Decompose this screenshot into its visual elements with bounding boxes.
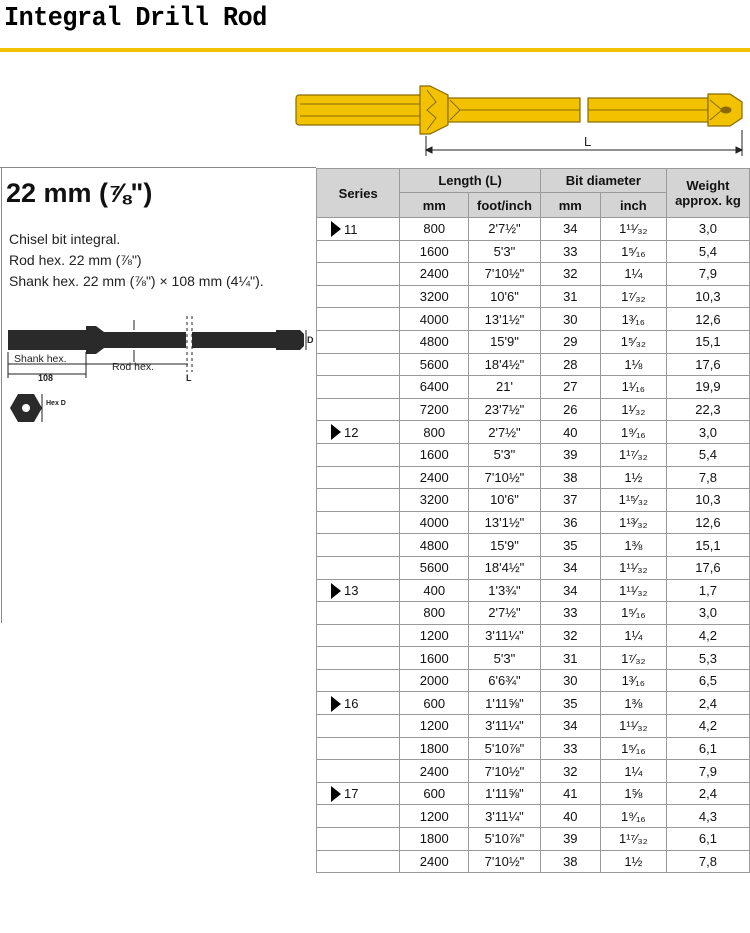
weight-cell: 6,5	[666, 669, 749, 692]
bit-inch-cell: 1¼	[600, 624, 666, 647]
table-row	[317, 556, 750, 579]
series-cell	[317, 534, 400, 557]
table-row	[317, 489, 750, 512]
length-ft-cell: 1'11⅝"	[469, 692, 541, 715]
bit-mm-cell: 32	[540, 760, 600, 783]
series-cell	[317, 466, 400, 489]
series-marker-icon	[331, 786, 341, 802]
length-mm-cell: 800	[400, 602, 469, 625]
weight-cell: 4,3	[666, 805, 749, 828]
length-ft-cell: 3'11¼"	[469, 805, 541, 828]
series-cell	[317, 421, 400, 444]
series-cell	[317, 376, 400, 399]
length-ft-cell: 5'3"	[469, 443, 541, 466]
bit-inch-cell: 1¹¹⁄₃₂	[600, 715, 666, 738]
header-foot-inch: foot/inch	[469, 193, 541, 218]
weight-cell: 7,9	[666, 760, 749, 783]
length-ft-cell: 1'11⅝"	[469, 782, 541, 805]
header-series: Series	[317, 169, 400, 218]
table-row	[317, 534, 750, 557]
bit-inch-cell: 1⁵⁄₁₆	[600, 240, 666, 263]
weight-cell: 7,8	[666, 466, 749, 489]
bit-inch-cell: 1⅜	[600, 534, 666, 557]
length-label: L	[186, 373, 192, 383]
weight-cell: 12,6	[666, 511, 749, 534]
bit-mm-cell: 34	[540, 556, 600, 579]
bit-inch-cell: 1¹⁄₃₂	[600, 398, 666, 421]
bit-mm-cell: 27	[540, 376, 600, 399]
table-row	[317, 828, 750, 851]
length-ft-cell: 13'1½"	[469, 308, 541, 331]
length-mm-cell: 4800	[400, 330, 469, 353]
weight-cell: 15,1	[666, 534, 749, 557]
table-row	[317, 579, 750, 602]
series-cell	[317, 218, 400, 241]
length-mm-cell: 5600	[400, 556, 469, 579]
series-marker-icon	[331, 221, 341, 237]
length-mm-cell: 800	[400, 218, 469, 241]
weight-cell: 22,3	[666, 398, 749, 421]
bit-inch-cell: 1⁹⁄₁₆	[600, 805, 666, 828]
hex-label: Hex D	[46, 400, 66, 407]
series-cell	[317, 556, 400, 579]
bit-mm-cell: 34	[540, 715, 600, 738]
bit-inch-cell: 1¹¹⁄₃₂	[600, 556, 666, 579]
bit-mm-cell: 32	[540, 263, 600, 286]
bit-inch-cell: 1⅜	[600, 692, 666, 715]
header-weight-title: Weight	[686, 178, 730, 193]
weight-cell: 17,6	[666, 353, 749, 376]
header-bit-diameter: Bit diameter	[540, 169, 666, 193]
length-ft-cell: 7'10½"	[469, 760, 541, 783]
table-row	[317, 669, 750, 692]
series-cell	[317, 285, 400, 308]
bit-mm-cell: 31	[540, 285, 600, 308]
bit-mm-cell: 34	[540, 579, 600, 602]
table-row	[317, 330, 750, 353]
weight-cell: 5,4	[666, 240, 749, 263]
weight-cell: 19,9	[666, 376, 749, 399]
table-row	[317, 715, 750, 738]
table-row	[317, 376, 750, 399]
bit-inch-cell: 1⁵⁄₁₆	[600, 737, 666, 760]
table-row	[317, 263, 750, 286]
length-mm-cell: 800	[400, 421, 469, 444]
bit-inch-cell: 1⁵⁄₃₂	[600, 330, 666, 353]
length-ft-cell: 2'7½"	[469, 218, 541, 241]
header-weight	[666, 169, 749, 218]
length-mm-cell: 4800	[400, 534, 469, 557]
bit-mm-cell: 33	[540, 602, 600, 625]
series-cell	[317, 805, 400, 828]
length-ft-cell: 23'7½"	[469, 398, 541, 421]
table-row	[317, 805, 750, 828]
weight-cell: 4,2	[666, 624, 749, 647]
series-label: 12	[344, 424, 359, 440]
table-row	[317, 308, 750, 331]
length-mm-cell: 2400	[400, 760, 469, 783]
bit-mm-cell: 36	[540, 511, 600, 534]
length-ft-cell: 10'6"	[469, 285, 541, 308]
length-mm-cell: 4000	[400, 308, 469, 331]
bit-inch-cell: 1¹⁷⁄₃₂	[600, 443, 666, 466]
series-cell	[317, 240, 400, 263]
length-ft-cell: 18'4½"	[469, 556, 541, 579]
diameter-label: D	[307, 335, 314, 345]
length-mm-cell: 2000	[400, 669, 469, 692]
shank-label: Shank hex.	[14, 353, 67, 365]
length-mm-cell: 3200	[400, 489, 469, 512]
title-underline	[0, 48, 750, 52]
table-row	[317, 353, 750, 376]
length-ft-cell: 5'10⅞"	[469, 828, 541, 851]
table-row	[317, 218, 750, 241]
series-cell	[317, 443, 400, 466]
bit-inch-cell: 1¹⁷⁄₃₂	[600, 828, 666, 851]
rod-length-label: L	[584, 134, 592, 149]
length-ft-cell: 13'1½"	[469, 511, 541, 534]
weight-cell: 2,4	[666, 782, 749, 805]
length-ft-cell: 10'6"	[469, 489, 541, 512]
table-row	[317, 760, 750, 783]
series-marker-icon	[331, 583, 341, 599]
weight-cell: 3,0	[666, 602, 749, 625]
length-ft-cell: 6'6¾"	[469, 669, 541, 692]
length-mm-cell: 1600	[400, 443, 469, 466]
bit-mm-cell: 29	[540, 330, 600, 353]
bit-mm-cell: 34	[540, 218, 600, 241]
series-cell	[317, 330, 400, 353]
left-panel-top-rule	[0, 167, 316, 168]
table-row	[317, 398, 750, 421]
bit-mm-cell: 28	[540, 353, 600, 376]
weight-cell: 4,2	[666, 715, 749, 738]
bit-mm-cell: 33	[540, 240, 600, 263]
length-ft-cell: 5'10⅞"	[469, 737, 541, 760]
length-mm-cell: 1800	[400, 737, 469, 760]
spec-line: Chisel bit integral.	[9, 231, 121, 247]
length-ft-cell: 5'3"	[469, 240, 541, 263]
series-label: 16	[344, 696, 359, 712]
length-ft-cell: 5'3"	[469, 647, 541, 670]
series-cell	[317, 263, 400, 286]
bit-inch-cell: 1⅛	[600, 353, 666, 376]
shank-length: 108	[38, 373, 54, 383]
weight-cell: 6,1	[666, 828, 749, 851]
drill-rod-table	[316, 168, 750, 873]
series-cell	[317, 579, 400, 602]
length-mm-cell: 400	[400, 579, 469, 602]
bit-inch-cell: 1⁹⁄₁₆	[600, 421, 666, 444]
length-mm-cell: 1200	[400, 715, 469, 738]
series-label: 17	[344, 786, 359, 802]
bit-inch-cell: 1¼	[600, 263, 666, 286]
bit-inch-cell: 1½	[600, 850, 666, 873]
table-row	[317, 737, 750, 760]
table-row	[317, 443, 750, 466]
series-cell	[317, 692, 400, 715]
series-cell	[317, 828, 400, 851]
series-marker-icon	[331, 696, 341, 712]
bit-inch-cell: 1⁷⁄₃₂	[600, 285, 666, 308]
series-cell	[317, 850, 400, 873]
bit-mm-cell: 38	[540, 850, 600, 873]
bit-mm-cell: 39	[540, 443, 600, 466]
table-row	[317, 240, 750, 263]
weight-cell: 1,7	[666, 579, 749, 602]
bit-mm-cell: 41	[540, 782, 600, 805]
length-ft-cell: 7'10½"	[469, 466, 541, 489]
length-ft-cell: 15'9"	[469, 534, 541, 557]
length-ft-cell: 1'3¾"	[469, 579, 541, 602]
weight-cell: 17,6	[666, 556, 749, 579]
length-mm-cell: 2400	[400, 850, 469, 873]
bit-mm-cell: 37	[540, 489, 600, 512]
weight-cell: 5,3	[666, 647, 749, 670]
bit-inch-cell: 1¹¹⁄₃₂	[600, 579, 666, 602]
bit-inch-cell: 1¹⁵⁄₃₂	[600, 489, 666, 512]
series-cell	[317, 602, 400, 625]
length-ft-cell: 2'7½"	[469, 602, 541, 625]
series-cell	[317, 511, 400, 534]
header-bit-mm: mm	[540, 193, 600, 218]
length-mm-cell: 5600	[400, 353, 469, 376]
length-ft-cell: 18'4½"	[469, 353, 541, 376]
table-row	[317, 421, 750, 444]
header-bit-inch: inch	[600, 193, 666, 218]
length-mm-cell: 1800	[400, 828, 469, 851]
bit-mm-cell: 32	[540, 624, 600, 647]
bit-mm-cell: 35	[540, 534, 600, 557]
length-mm-cell: 1600	[400, 240, 469, 263]
table-row	[317, 692, 750, 715]
rod-dimension-diagram	[4, 312, 314, 384]
spec-line: Shank hex. 22 mm (⅞") × 108 mm (4¼").	[9, 273, 264, 289]
bit-inch-cell: 1¼	[600, 760, 666, 783]
table-row	[317, 466, 750, 489]
bit-mm-cell: 30	[540, 308, 600, 331]
bit-mm-cell: 26	[540, 398, 600, 421]
table-row	[317, 602, 750, 625]
table-row	[317, 285, 750, 308]
weight-cell: 3,0	[666, 421, 749, 444]
spec-heading: 22 mm (⅞")	[6, 178, 153, 208]
bit-inch-cell: 1¹¹⁄₃₂	[600, 218, 666, 241]
table-row	[317, 647, 750, 670]
series-cell	[317, 308, 400, 331]
bit-inch-cell: 1³⁄₁₆	[600, 308, 666, 331]
header-weight-sub: approx. kg	[675, 193, 741, 208]
rod-label: Rod hex.	[112, 361, 155, 373]
length-ft-cell: 7'10½"	[469, 850, 541, 873]
weight-cell: 12,6	[666, 308, 749, 331]
bit-inch-cell: 1¹⁄₁₆	[600, 376, 666, 399]
length-mm-cell: 1200	[400, 624, 469, 647]
series-cell	[317, 669, 400, 692]
bit-mm-cell: 33	[540, 737, 600, 760]
length-ft-cell: 2'7½"	[469, 421, 541, 444]
spec-description	[9, 229, 264, 292]
weight-cell: 10,3	[666, 489, 749, 512]
length-ft-cell: 3'11¼"	[469, 624, 541, 647]
series-cell	[317, 782, 400, 805]
series-cell	[317, 489, 400, 512]
length-ft-cell: 21'	[469, 376, 541, 399]
series-cell	[317, 398, 400, 421]
bit-mm-cell: 39	[540, 828, 600, 851]
weight-cell: 10,3	[666, 285, 749, 308]
length-mm-cell: 6400	[400, 376, 469, 399]
bit-inch-cell: 1½	[600, 466, 666, 489]
length-mm-cell: 1600	[400, 647, 469, 670]
weight-cell: 3,0	[666, 218, 749, 241]
spec-line: Rod hex. 22 mm (⅞")	[9, 252, 142, 268]
weight-cell: 6,1	[666, 737, 749, 760]
length-mm-cell: 2400	[400, 263, 469, 286]
length-ft-cell: 7'10½"	[469, 263, 541, 286]
table-body	[317, 218, 750, 873]
hex-section-icon	[4, 388, 84, 428]
bit-mm-cell: 31	[540, 647, 600, 670]
bit-inch-cell: 1⅝	[600, 782, 666, 805]
series-cell	[317, 624, 400, 647]
series-cell	[317, 353, 400, 376]
length-mm-cell: 3200	[400, 285, 469, 308]
length-ft-cell: 3'11¼"	[469, 715, 541, 738]
series-cell	[317, 715, 400, 738]
bit-inch-cell: 1⁵⁄₁₆	[600, 602, 666, 625]
drill-rod-illustration	[290, 80, 750, 162]
bit-mm-cell: 40	[540, 805, 600, 828]
bit-inch-cell: 1⁷⁄₃₂	[600, 647, 666, 670]
length-mm-cell: 600	[400, 782, 469, 805]
series-label: 11	[344, 221, 358, 237]
table-row	[317, 850, 750, 873]
length-mm-cell: 1200	[400, 805, 469, 828]
weight-cell: 5,4	[666, 443, 749, 466]
series-marker-icon	[331, 424, 341, 440]
bit-inch-cell: 1¹³⁄₃₂	[600, 511, 666, 534]
weight-cell: 7,8	[666, 850, 749, 873]
table-row	[317, 511, 750, 534]
bit-mm-cell: 35	[540, 692, 600, 715]
length-mm-cell: 4000	[400, 511, 469, 534]
weight-cell: 7,9	[666, 263, 749, 286]
left-panel-border	[1, 168, 2, 623]
series-cell	[317, 647, 400, 670]
length-mm-cell: 7200	[400, 398, 469, 421]
series-cell	[317, 737, 400, 760]
length-mm-cell: 2400	[400, 466, 469, 489]
header-mm: mm	[400, 193, 469, 218]
header-length: Length (L)	[400, 169, 540, 193]
table-row	[317, 782, 750, 805]
bit-inch-cell: 1³⁄₁₆	[600, 669, 666, 692]
weight-cell: 2,4	[666, 692, 749, 715]
series-label: 13	[344, 583, 359, 599]
table-row	[317, 624, 750, 647]
length-ft-cell: 15'9"	[469, 330, 541, 353]
weight-cell: 15,1	[666, 330, 749, 353]
series-cell	[317, 760, 400, 783]
page-title: Integral Drill Rod	[4, 4, 267, 34]
bit-mm-cell: 40	[540, 421, 600, 444]
length-mm-cell: 600	[400, 692, 469, 715]
bit-mm-cell: 30	[540, 669, 600, 692]
bit-mm-cell: 38	[540, 466, 600, 489]
